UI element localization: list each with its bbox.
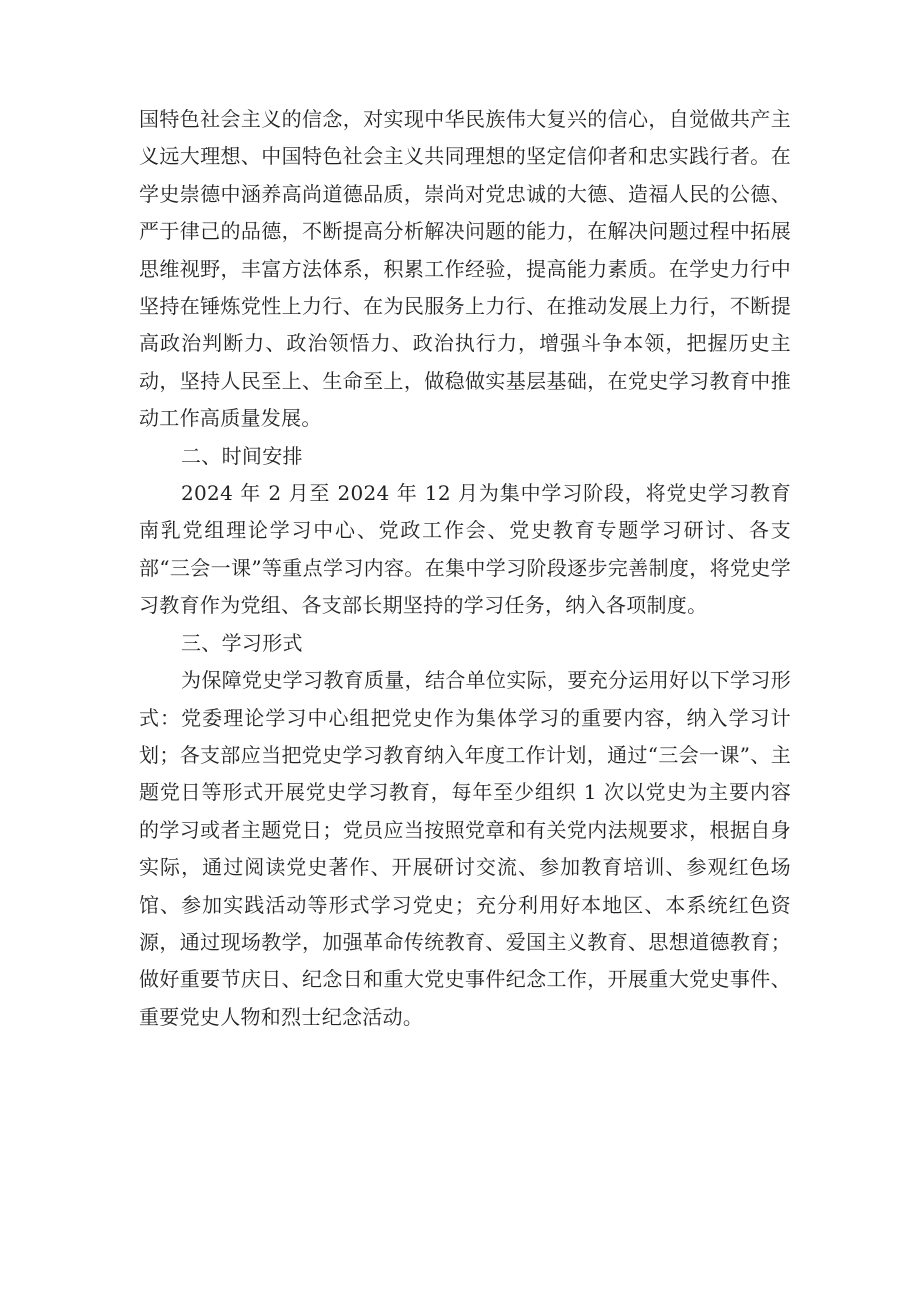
paragraph-time-arrangement: 2024 年 2 月至 2024 年 12 月为集中学习阶段，将党史学习教育南乳党组理论学习中心、党政工作会、党史教育专题学习研讨、各支部“三会一课”等重点学习内容。在集中学习阶段逐步完善制度，将党史学习教育作为党组、各支部长期坚持的学习任务，纳入各项制度。	[139, 481, 791, 618]
section-heading-study-form: 三、学习形式	[181, 630, 303, 655]
paragraph-continuation: 国特色社会主义的信念，对实现中华民族伟大复兴的信心，自觉做共产主义远大理想、中国特色社会主义共同理想的坚定信仰者和忠实践行者。在学史崇德中涵养高尚道德品质，崇尚对党忠诚的大德、造福人民的公德、严于律己的品德，不断提高分析解决问题的能力，在解决问题过程中拓展思维视野，丰富方法体系，积累工作经验，提高能力素质。在学史力行中坚持在锤炼党性上力行、在为民服务上力行、在推动发展上力行，不断提高政治判断力、政治领悟力、政治执行力，增强斗争本领，把握历史主动，坚持人民至上、生命至上，做稳做实基层基础，在党史学习教育中推动工作高质量发展。	[139, 107, 791, 431]
document-body	[139, 101, 791, 1036]
paragraph-study-form: 为保障党史学习教育质量，结合单位实际，要充分运用好以下学习形式：党委理论学习中心组把党史作为集体学习的重要内容，纳入学习计划；各支部应当把党史学习教育纳入年度工作计划，通过“三会一课”、主题党日等形式开展党史学习教育，每年至少组织 1 次以党史为主要内容的学习或者主题党日；党员应当按照党章和有关党内法规要求，根据自身实际，通过阅读党史著作、开展研讨交流、参加教育培训、参观红色场馆、参加实践活动等形式学习党史；充分利用好本地区、本系统红色资源，通过现场教学，加强革命传统教育、爱国主义教育、思想道德教育；做好重要节庆日、纪念日和重大党史事件纪念工作，开展重大党史事件、重要党史人物和烈士纪念活动。	[139, 668, 791, 1029]
section-heading-time-arrangement: 二、时间安排	[181, 443, 303, 468]
